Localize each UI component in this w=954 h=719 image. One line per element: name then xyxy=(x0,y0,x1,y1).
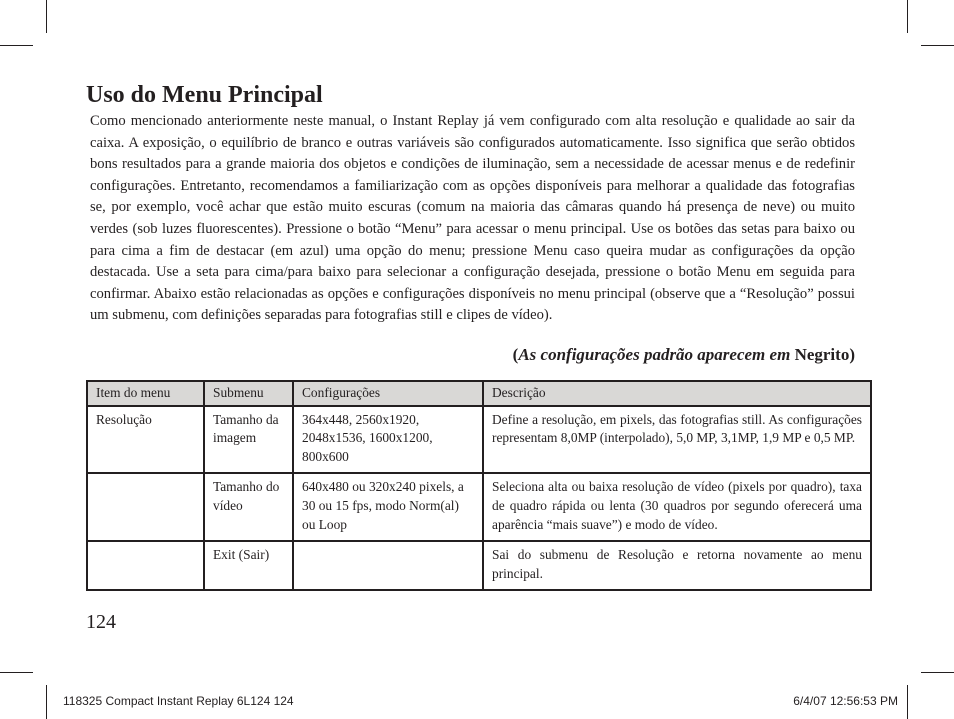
table-row xyxy=(87,541,871,590)
cell-submenu: Tamanho da imagem xyxy=(204,406,293,474)
table-row xyxy=(87,473,871,541)
cell-settings: 364x448, 2560x1920, 2048x1536, 1600x1200, 800x600 xyxy=(293,406,483,474)
crop-mark xyxy=(907,0,908,33)
crop-mark xyxy=(921,45,954,46)
cell-description: Sai do submenu de Resolução e retorna novamente ao menu principal. xyxy=(483,541,871,590)
cell-menu-item xyxy=(87,541,204,590)
crop-mark xyxy=(0,672,33,673)
header-settings: Configurações xyxy=(293,381,483,406)
crop-mark xyxy=(0,45,33,46)
note-open: ( xyxy=(512,345,519,364)
crop-mark xyxy=(46,685,47,719)
cell-menu-item xyxy=(87,473,204,541)
note-close: ) xyxy=(849,345,855,364)
cell-settings xyxy=(293,541,483,590)
cell-description: Seleciona alta ou baixa resolução de vídeo (pixels por quadro), taxa de quadro rápida ou lenta (30 quadros por segundo oferecerá uma aparência “mais suave”) e modo de vídeo. xyxy=(483,473,871,541)
page-number: 124 xyxy=(86,611,116,633)
intro-paragraph: Como mencionado anteriormente neste manual, o Instant Replay já vem configurado com alta resolução e qualidade ao sair da caixa. A exposição, o equilíbrio de branco e outras variáveis são configurados automaticamente. Isso significa que serão obtidos bons resultados para a grande maioria dos objetos e condições de iluminação, sem a necessidade de acessar menus e de redefinir configurações. Entretanto, recomendamos a familiarização com as opções disponíveis para melhorar a qualidade das fotografias se, por exemplo, você achar que estão muito escuras (comum na maioria das câmaras quando há presença de neve) ou muito verdes (sob luzes fluorescentes). Pressione o botão “Menu” para acessar o menu principal. Use os botões das setas para baixo ou para cima a fim de destacar (em azul) uma opção do menu; pressione Menu caso queira mudar as configurações da opção destacada. Use a seta para cima/para baixo para selecionar a configuração desejada, pressione o botão Menu em seguida para confirmar. Abaixo estão relacionadas as opções e configurações disponíveis no menu principal (observe que a “Resolução” possui um submenu, com definições separadas para fotografias still e clipes de vídeo). xyxy=(90,113,855,324)
table-header-row xyxy=(87,381,871,406)
crop-mark xyxy=(921,672,954,673)
cell-description: Define a resolução, em pixels, das fotografias still. As configurações representam 8,0MP (interpolado), 5,0 MP, 3,1MP, 1,9 MP e 0,5 MP. xyxy=(483,406,871,474)
cell-submenu: Tamanho do vídeo xyxy=(204,473,293,541)
cell-menu-item: Resolução xyxy=(87,406,204,474)
header-menu-item: Item do menu xyxy=(87,381,204,406)
default-settings-note xyxy=(513,343,855,367)
crop-mark xyxy=(46,0,47,33)
print-slug-file: 118325 Compact Instant Replay 6L124 124 xyxy=(63,694,294,708)
crop-mark xyxy=(907,685,908,719)
cell-settings: 640x480 ou 320x240 pixels, a 30 ou 15 fps, modo Norm(al) ou Loop xyxy=(293,473,483,541)
table-row xyxy=(87,406,871,474)
note-bold-text: Negrito xyxy=(794,345,850,364)
print-slug-timestamp: 6/4/07 12:56:53 PM xyxy=(793,694,898,708)
header-description: Descrição xyxy=(483,381,871,406)
page-title: Uso do Menu Principal xyxy=(86,82,323,108)
menu-settings-table xyxy=(86,380,872,591)
cell-submenu: Exit (Sair) xyxy=(204,541,293,590)
header-submenu: Submenu xyxy=(204,381,293,406)
note-italic-text: As configurações padrão aparecem em xyxy=(518,345,791,364)
